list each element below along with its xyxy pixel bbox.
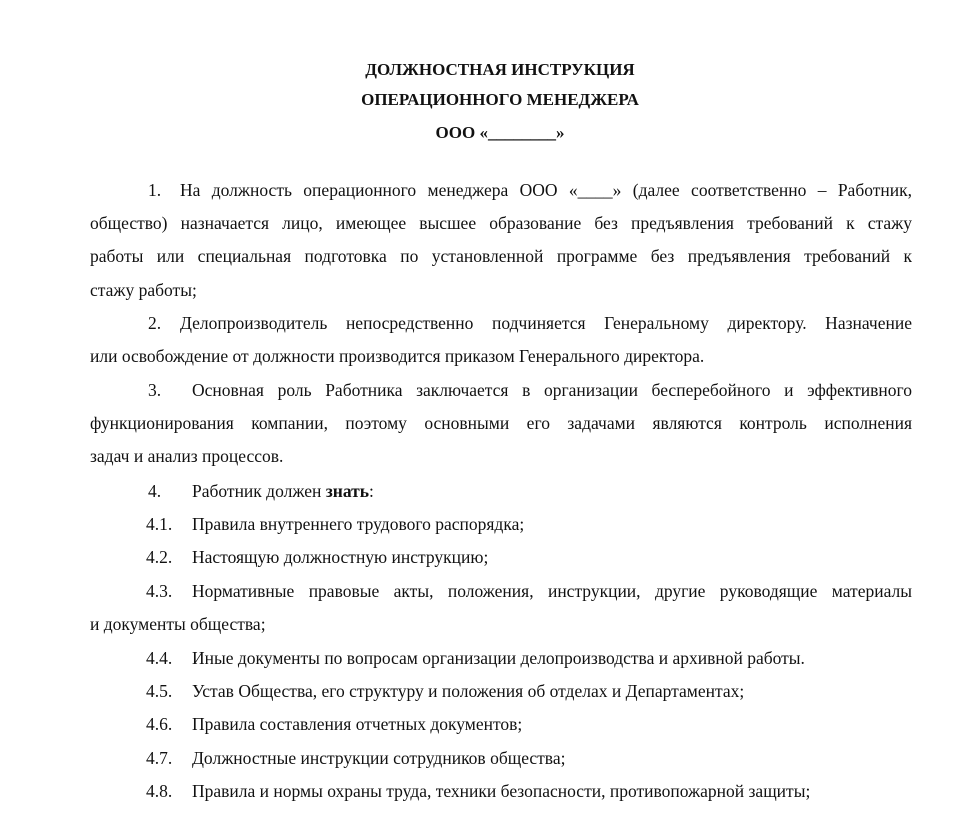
subitem-text: Должностные инструкции сотрудников общества; [192, 748, 566, 768]
paragraph-text: На должность операционного менеджера ООО «____» (далее соответственно – Работник, [180, 180, 912, 200]
subitem-text: Устав Общества, его структуру и положения об отделах и Департаментах; [192, 681, 745, 701]
paragraph-text-bold: знать [325, 481, 369, 501]
paragraph-1-line-2: общество) назначается лицо, имеющее высшее образование без предъявления требований к стажу [90, 213, 912, 233]
subitem-4-7 [90, 747, 912, 769]
subitem-number: 4.5. [146, 681, 173, 701]
paragraph-number: 4. [148, 481, 162, 501]
paragraph-number: 2. [148, 313, 162, 333]
paragraph-text-start: Работник должен [192, 481, 326, 501]
subitem-4-3-line-2: и документы общества; [90, 614, 266, 634]
paragraph-3-line-2: функционирования компании, поэтому основными его задачами являются контроль исполнения [90, 413, 912, 433]
subitem-number: 4.3. [146, 581, 173, 601]
subitem-4-2 [90, 546, 912, 568]
subitem-number: 4.7. [146, 748, 173, 768]
subitem-text: Правила внутреннего трудового распорядка; [192, 514, 525, 534]
paragraph-number: 3. [148, 380, 162, 400]
subitem-number: 4.6. [146, 714, 173, 734]
subitem-number: 4.2. [146, 547, 173, 567]
subitem-text: Правила составления отчетных документов; [192, 714, 523, 734]
subitem-4-5 [90, 680, 912, 702]
paragraph-3-line-3: задач и анализ процессов. [90, 446, 284, 466]
paragraph-1-line-4: стажу работы; [90, 280, 197, 300]
paragraph-3-line-1 [90, 379, 912, 401]
paragraph-2-line-2: или освобождение от должности производится приказом Генерального директора. [90, 346, 705, 366]
paragraph-1-line-3: работы или специальная подготовка по установленной программе без предъявления требований к [90, 246, 912, 266]
paragraph-2-line-1 [90, 312, 912, 334]
subitem-4-1 [90, 513, 912, 535]
paragraph-text: Основная роль Работника заключается в организации бесперебойного и эффективного [192, 380, 912, 400]
subitem-number: 4.4. [146, 648, 173, 668]
subitem-4-4 [90, 647, 912, 669]
subitem-text: Настоящую должностную инструкцию; [192, 547, 489, 567]
subitem-text: Иные документы по вопросам организации делопроизводства и архивной работы. [192, 648, 805, 668]
paragraph-text: Делопроизводитель непосредственно подчиняется Генеральному директору. Назначение [180, 313, 912, 333]
document-title-line-2: ОПЕРАЦИОННОГО МЕНЕДЖЕРА [361, 90, 639, 109]
subitem-text: Правила и нормы охраны труда, техники безопасности, противопожарной защиты; [192, 781, 811, 801]
subitem-number: 4.1. [146, 514, 173, 534]
paragraph-1-line-1 [90, 179, 912, 201]
paragraph-4 [90, 480, 912, 502]
subitem-4-3-line-1 [90, 580, 912, 602]
subitem-text: Нормативные правовые акты, положения, инструкции, другие руководящие материалы [192, 581, 912, 601]
paragraph-text-end: : [368, 481, 374, 501]
subitem-4-8 [90, 780, 912, 802]
document-title-line-3: ООО «________» [435, 123, 565, 142]
paragraph-number: 1. [148, 180, 162, 200]
subitem-4-6 [90, 713, 912, 735]
document-title-line-1: ДОЛЖНОСТНАЯ ИНСТРУКЦИЯ [365, 60, 635, 79]
subitem-number: 4.8. [146, 781, 173, 801]
